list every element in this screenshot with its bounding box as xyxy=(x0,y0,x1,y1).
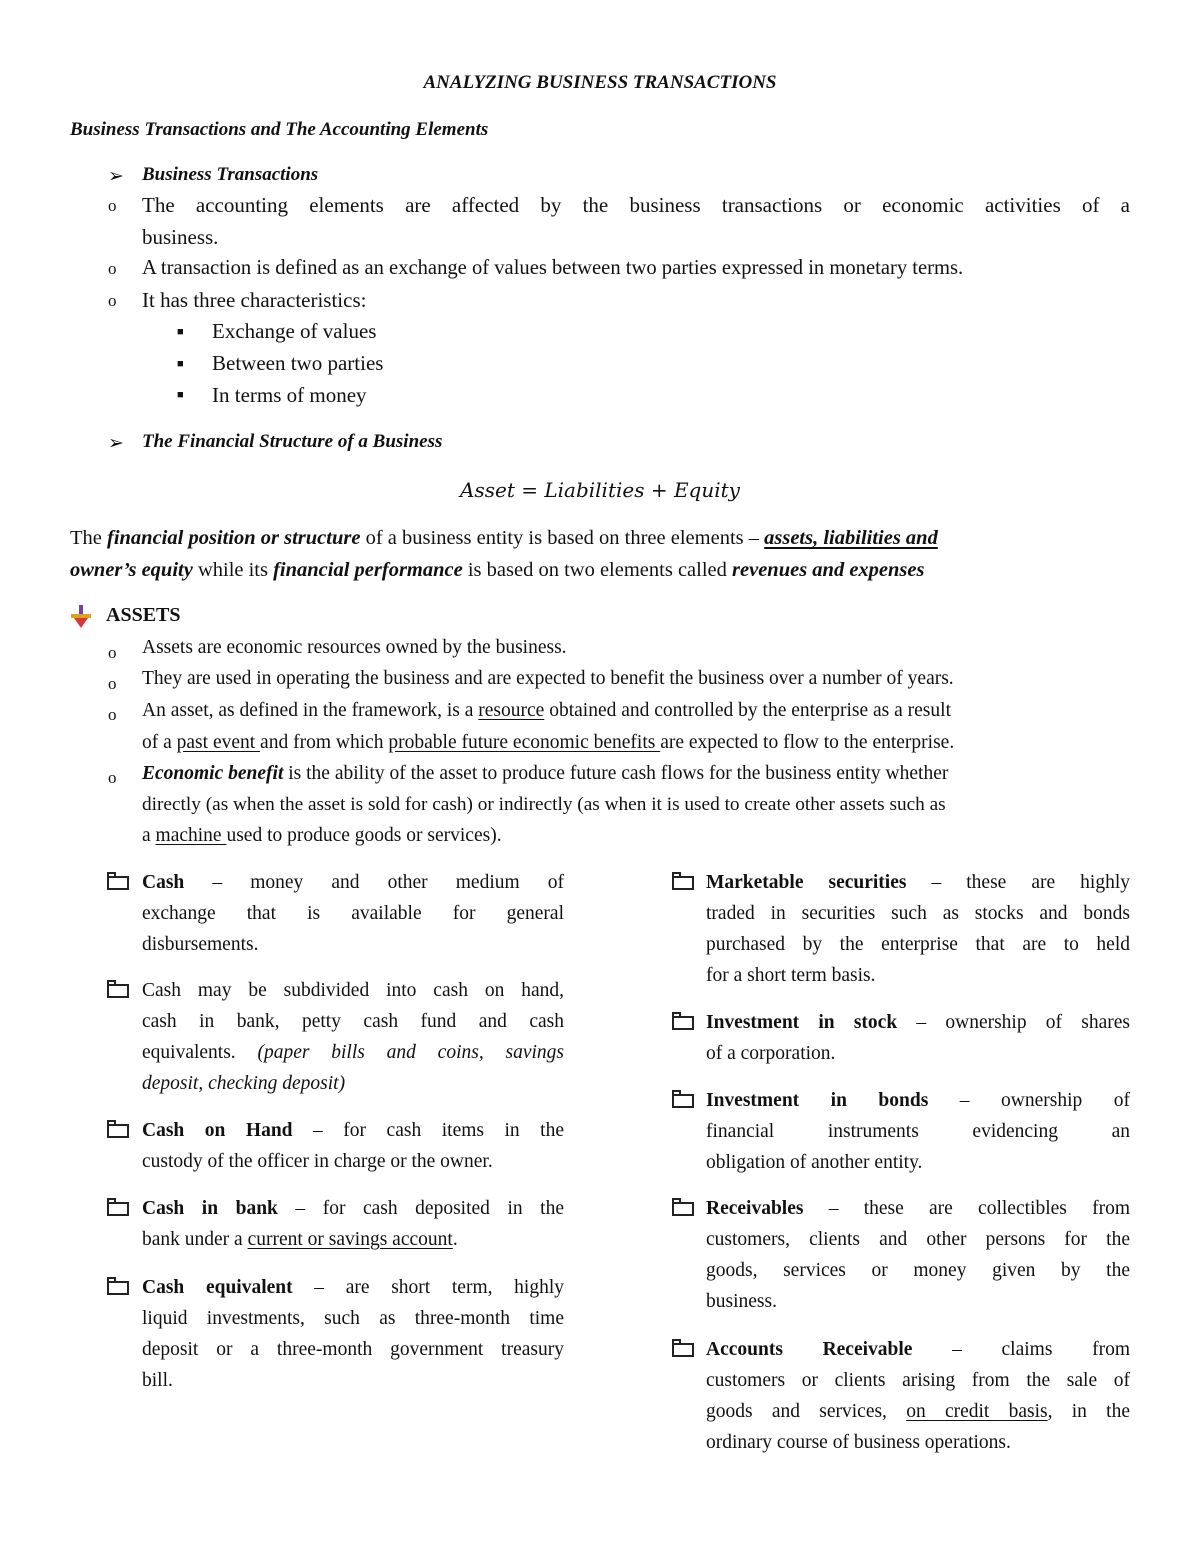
section-heading: Business Transactions and The Accounting Elements xyxy=(70,119,489,140)
folder-icon xyxy=(107,876,129,890)
cash-on-hand-item: Cash on Hand – for cash items in the custody of the officer in charge or the owner. xyxy=(142,1120,565,1172)
assets-bullet-1: Assets are economic resources owned by the business. xyxy=(142,637,567,658)
business-transactions-heading: Business Transactions xyxy=(142,164,319,185)
folder-icon xyxy=(107,1202,129,1216)
characteristic-item: Between two parties xyxy=(212,351,384,375)
assets-bullet-3-line-1: An asset, as defined in the framework, is a resource obtained and controlled by the enterprise as a result xyxy=(142,700,951,721)
square-bullet-icon: ■ xyxy=(177,326,184,338)
assets-bullet-4-line-1: Economic benefit is the ability of the asset to produce future cash flows for the business entity whether xyxy=(142,763,949,784)
square-bullet-icon: ■ xyxy=(177,358,184,370)
cash-in-bank-item: Cash in bank – for cash deposited in the bank under a current or savings account. xyxy=(142,1198,564,1250)
cash-subdivision-item: Cash may be subdivided into cash on hand, cash in bank, petty cash fund and cash equivalents. (paper bills and coins, savings deposit, checking deposit) xyxy=(142,980,564,1094)
circle-bullet-icon: o xyxy=(108,643,117,662)
accounts-receivable-item: Accounts Receivable – claims from customers or clients arising from the sale of goods and services, on credit basis, in the ordinary course of business operations. xyxy=(706,1339,1130,1453)
receivables-item: Receivables – these are collectibles from customers, clients and other persons for the goods, services or money given by the business. xyxy=(706,1198,1130,1312)
folder-icon xyxy=(672,1343,694,1357)
assets-bullet-4-line-2: directly (as when the asset is sold for cash) or indirectly (as when it is used to create other assets such as xyxy=(142,794,946,815)
square-bullet-icon: ■ xyxy=(177,389,184,401)
characteristic-item: Exchange of values xyxy=(212,319,377,343)
assets-bullet-4-line-3: a machine used to produce goods or services). xyxy=(142,825,502,846)
bt-paragraph-1-line-1: The accounting elements are affected by the business transactions or economic activities of a xyxy=(142,193,1130,217)
financial-position-line-2: owner’s equity while its financial performance is based on two elements called revenues and expenses xyxy=(70,559,925,581)
accounting-equation: Asset = Liabilities + Equity xyxy=(460,478,740,502)
circle-bullet-icon: o xyxy=(108,674,117,693)
folder-icon xyxy=(672,876,694,890)
assets-bullet-2: They are used in operating the business and are expected to benefit the business over a number of years. xyxy=(142,668,954,689)
arrow-bullet-icon: ➢ xyxy=(108,433,124,454)
document-title: ANALYZING BUSINESS TRANSACTIONS xyxy=(423,72,777,93)
cash-item: Cash – money and other medium of exchange that is available for general disbursements. xyxy=(142,872,564,955)
marketable-securities-item: Marketable securities – these are highly traded in securities such as stocks and bonds purchased by the enterprise that are to held for a short term basis. xyxy=(706,872,1130,986)
folder-icon xyxy=(107,1281,129,1295)
circle-bullet-icon: o xyxy=(108,259,117,278)
circle-bullet-icon: o xyxy=(108,705,117,724)
assets-heading: ASSETS xyxy=(106,604,181,626)
circle-bullet-icon: o xyxy=(108,768,117,787)
folder-icon xyxy=(672,1202,694,1216)
investment-in-bonds-item: Investment in bonds – ownership of financial instruments evidencing an obligation of another entity. xyxy=(706,1090,1131,1173)
folder-icon xyxy=(672,1016,694,1030)
folder-icon xyxy=(107,1124,129,1138)
assets-bullet-3-line-2: of a past event and from which probable future economic benefits are expected to flow to the enterprise. xyxy=(142,732,955,753)
folder-icon xyxy=(672,1094,694,1108)
investment-in-stock-item: Investment in stock – ownership of shares of a corporation. xyxy=(706,1012,1130,1064)
financial-position-line-1: The financial position or structure of a business entity is based on three elements – assets, liabilities and xyxy=(70,527,938,549)
cash-equivalent-item: Cash equivalent – are short term, highly liquid investments, such as three-month time deposit or a three-month government treasury bill. xyxy=(142,1277,564,1391)
characteristic-item: In terms of money xyxy=(212,383,367,407)
bt-paragraph-1-line-2: business. xyxy=(142,225,219,249)
arrow-bullet-icon: ➢ xyxy=(108,166,124,187)
circle-bullet-icon: o xyxy=(108,291,117,310)
bt-paragraph-2: A transaction is defined as an exchange of values between two parties expressed in monetary terms. xyxy=(142,257,964,279)
circle-bullet-icon: o xyxy=(108,196,117,215)
down-arrow-icon xyxy=(70,604,92,630)
bt-paragraph-3: It has three characteristics: xyxy=(142,288,367,312)
folder-icon xyxy=(107,984,129,998)
financial-structure-heading: The Financial Structure of a Business xyxy=(142,431,443,452)
